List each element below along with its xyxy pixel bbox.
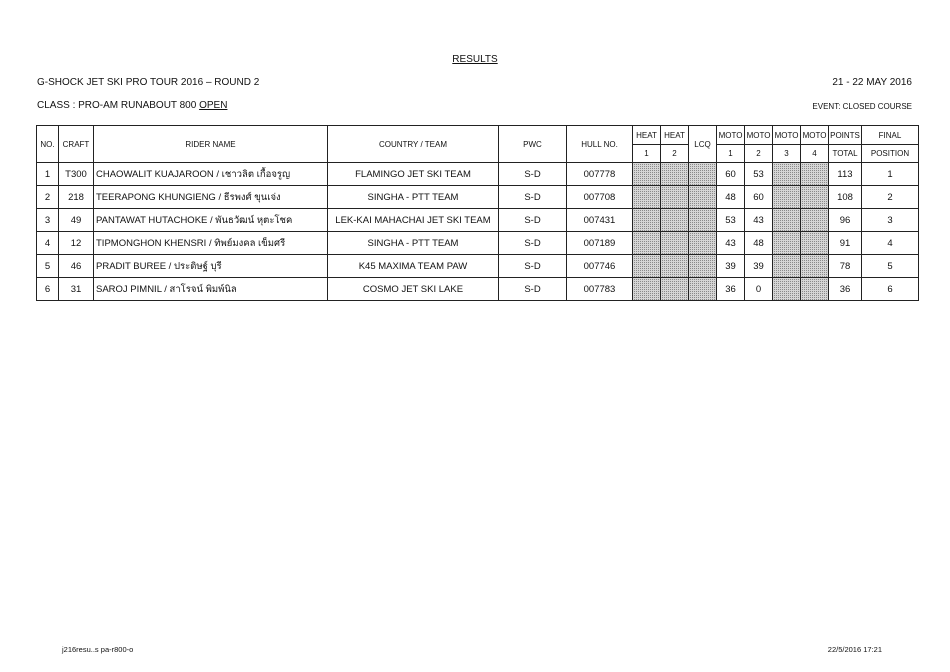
col-moto4: MOTO [801,126,829,145]
cell-craft: T300 [59,163,94,186]
cell-craft: 12 [59,232,94,255]
cell-moto2: 39 [745,255,773,278]
document-title: RESULTS [452,54,498,65]
cell-rider: CHAOWALIT KUAJAROON / เชาวลิต เกื้อจรูญ [94,163,328,186]
cell-moto3-shaded [773,278,801,301]
cell-no: 2 [37,186,59,209]
cell-points: 36 [829,278,862,301]
col-moto1-sub: 1 [717,145,745,163]
cell-hull: 007431 [567,209,633,232]
cell-hull: 007783 [567,278,633,301]
event-dates: 21 - 22 MAY 2016 [832,77,912,88]
col-moto1: MOTO [717,126,745,145]
cell-rider: SAROJ PIMNIL / สาโรจน์ พิมพ์นิล [94,278,328,301]
cell-no: 6 [37,278,59,301]
col-rider: RIDER NAME [94,126,328,163]
event-course: EVENT: CLOSED COURSE [812,102,912,111]
cell-pwc: S-D [499,255,567,278]
cell-moto4-shaded [801,186,829,209]
cell-moto4-shaded [801,209,829,232]
footer-file-ref: j216resu..s pa-r800-o [62,645,134,654]
cell-pwc: S-D [499,209,567,232]
class-label [37,100,227,111]
cell-points: 78 [829,255,862,278]
cell-final: 1 [862,163,919,186]
table-row [37,255,919,278]
cell-points: 108 [829,186,862,209]
cell-team: SINGHA - PTT TEAM [328,232,499,255]
cell-craft: 218 [59,186,94,209]
cell-craft: 46 [59,255,94,278]
cell-team: FLAMINGO JET SKI TEAM [328,163,499,186]
results-table [36,125,919,301]
cell-no: 5 [37,255,59,278]
col-lcq: LCQ [689,126,717,163]
cell-moto1: 43 [717,232,745,255]
event-name: G-SHOCK JET SKI PRO TOUR 2016 – ROUND 2 [37,77,260,88]
cell-points: 113 [829,163,862,186]
cell-moto2: 60 [745,186,773,209]
cell-moto4-shaded [801,255,829,278]
cell-moto2: 43 [745,209,773,232]
cell-moto3-shaded [773,232,801,255]
cell-no: 3 [37,209,59,232]
cell-lcq-shaded [689,209,717,232]
class-prefix: CLASS : PRO-AM RUNABOUT 800 [37,100,200,111]
cell-lcq-shaded [689,186,717,209]
cell-final: 5 [862,255,919,278]
cell-heat1-shaded [633,255,661,278]
cell-lcq-shaded [689,255,717,278]
cell-heat1-shaded [633,232,661,255]
col-team: COUNTRY / TEAM [328,126,499,163]
cell-points: 91 [829,232,862,255]
cell-moto2: 0 [745,278,773,301]
cell-moto1: 48 [717,186,745,209]
cell-pwc: S-D [499,163,567,186]
cell-team: K45 MAXIMA TEAM PAW [328,255,499,278]
col-moto2-sub: 2 [745,145,773,163]
cell-heat2-shaded [661,209,689,232]
col-heat1-sub: 1 [633,145,661,163]
cell-moto3-shaded [773,209,801,232]
cell-heat2-shaded [661,255,689,278]
cell-craft: 31 [59,278,94,301]
cell-heat1-shaded [633,209,661,232]
cell-moto1: 53 [717,209,745,232]
col-final-sub: POSITION [862,145,919,163]
footer-timestamp: 22/5/2016 17:21 [827,645,882,654]
col-no: NO. [37,126,59,163]
cell-moto2: 53 [745,163,773,186]
cell-team: LEK-KAI MAHACHAI JET SKI TEAM [328,209,499,232]
table-row [37,232,919,255]
cell-lcq-shaded [689,232,717,255]
cell-rider: TEERAPONG KHUNGIENG / ธีรพงศ์ ขุนเจ่ง [94,186,328,209]
cell-moto4-shaded [801,232,829,255]
cell-no: 4 [37,232,59,255]
cell-team: COSMO JET SKI LAKE [328,278,499,301]
cell-final: 3 [862,209,919,232]
cell-no: 1 [37,163,59,186]
table-row [37,163,919,186]
col-pwc: PWC [499,126,567,163]
cell-points: 96 [829,209,862,232]
col-heat1: HEAT [633,126,661,145]
cell-hull: 007778 [567,163,633,186]
col-craft: CRAFT [59,126,94,163]
col-points-sub: TOTAL [829,145,862,163]
table-row [37,209,919,232]
table-row [37,278,919,301]
col-moto3: MOTO [773,126,801,145]
cell-heat1-shaded [633,278,661,301]
cell-hull: 007746 [567,255,633,278]
cell-pwc: S-D [499,232,567,255]
cell-moto2: 48 [745,232,773,255]
cell-heat2-shaded [661,278,689,301]
cell-final: 4 [862,232,919,255]
cell-moto1: 36 [717,278,745,301]
cell-final: 6 [862,278,919,301]
cell-heat1-shaded [633,163,661,186]
cell-moto4-shaded [801,278,829,301]
cell-moto1: 39 [717,255,745,278]
cell-rider: TIPMONGHON KHENSRI / ทิพย์มงคล เข็มศรี [94,232,328,255]
cell-moto4-shaded [801,163,829,186]
class-open: OPEN [199,100,228,111]
cell-rider: PANTAWAT HUTACHOKE / พันธวัฒน์ หุตะโชค [94,209,328,232]
cell-lcq-shaded [689,278,717,301]
table-row [37,186,919,209]
header-row [37,126,919,145]
col-moto3-sub: 3 [773,145,801,163]
cell-heat2-shaded [661,186,689,209]
cell-pwc: S-D [499,186,567,209]
col-points: POINTS [829,126,862,145]
cell-rider: PRADIT BUREE / ประดิษฐ์ บุรี [94,255,328,278]
col-moto4-sub: 4 [801,145,829,163]
cell-hull: 007708 [567,186,633,209]
cell-moto3-shaded [773,255,801,278]
cell-moto3-shaded [773,186,801,209]
cell-team: SINGHA - PTT TEAM [328,186,499,209]
cell-heat2-shaded [661,163,689,186]
cell-pwc: S-D [499,278,567,301]
cell-hull: 007189 [567,232,633,255]
cell-lcq-shaded [689,163,717,186]
cell-craft: 49 [59,209,94,232]
col-heat2: HEAT [661,126,689,145]
cell-heat2-shaded [661,232,689,255]
cell-heat1-shaded [633,186,661,209]
col-hull: HULL NO. [567,126,633,163]
cell-moto1: 60 [717,163,745,186]
cell-final: 2 [862,186,919,209]
col-heat2-sub: 2 [661,145,689,163]
col-final: FINAL [862,126,919,145]
cell-moto3-shaded [773,163,801,186]
col-moto2: MOTO [745,126,773,145]
